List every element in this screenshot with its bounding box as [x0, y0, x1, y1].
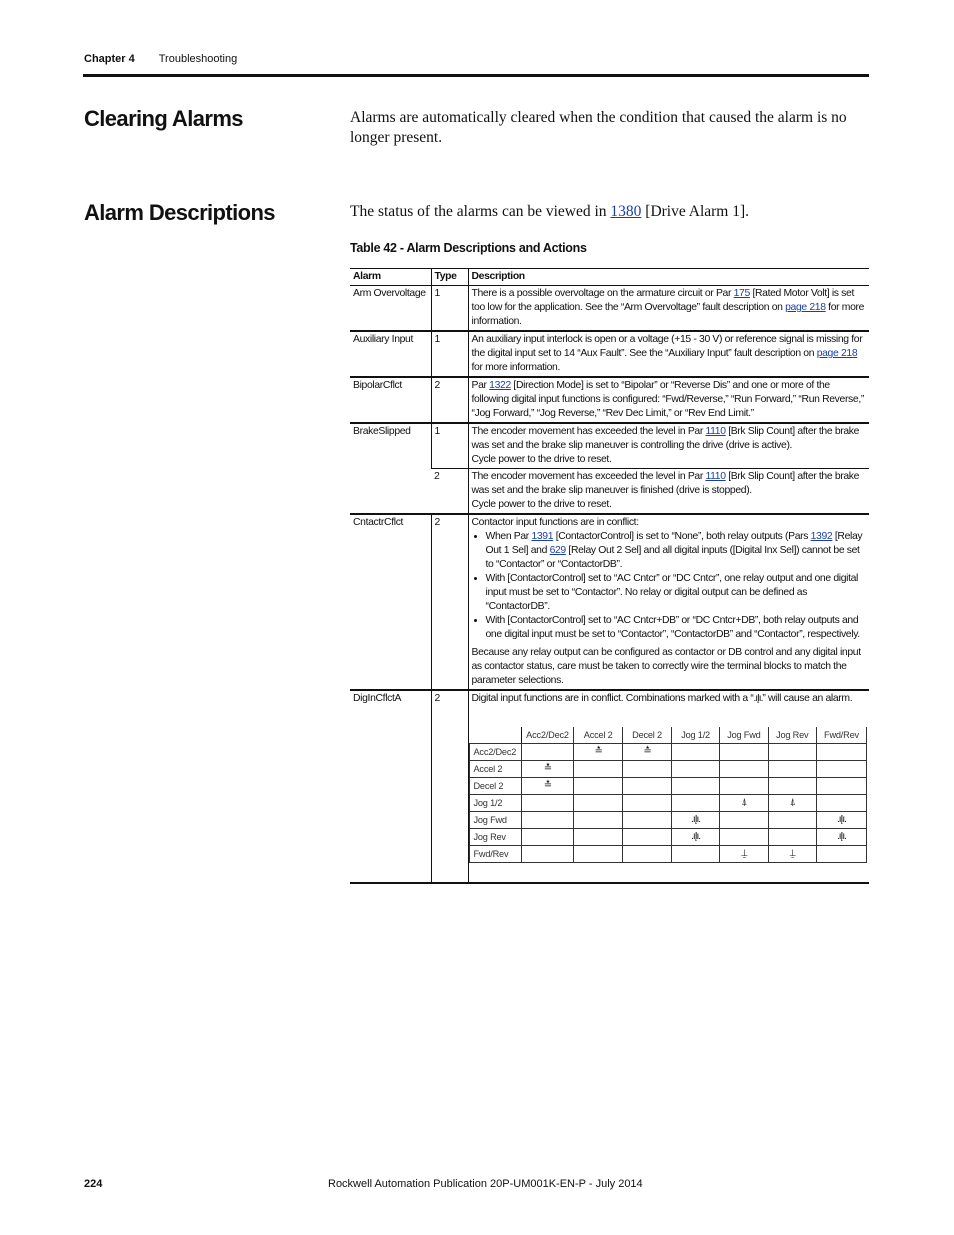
section-label: Troubleshooting [158, 53, 238, 65]
intro-text: The status of the alarms can be viewed in [350, 203, 611, 220]
desc-text: [Direction Mode] is set to “Bipolar” or “Reverse Dis” and one or more of the following digital input functions is configured: “Fwd/Reverse,” “Run Forward,” “Run Reverse,” “Jog Forward,” “Jog Reverse,” “Rev Dec Limit,” or “Rev End Limit.” [471, 380, 864, 419]
matrix-row-header: Jog 1/2 [469, 795, 521, 812]
matrix-row-header: Accel 2 [469, 761, 521, 778]
desc-text: for more information. [471, 302, 865, 327]
alarm-type: 1 [431, 286, 468, 332]
conflict-symbol-icon: .ıĮı. [753, 693, 763, 704]
matrix-cell [768, 778, 816, 795]
matrix-column-header: Acc2/Dec2 [521, 727, 574, 744]
desc-text: [Rated Motor Volt] is set too low for the application. See the “Arm Overvoltage” fault description on [471, 288, 854, 313]
matrix-cell [574, 778, 623, 795]
table-caption: Table 42 - Alarm Descriptions and Actions [350, 241, 587, 255]
table-header-row [350, 269, 869, 286]
alarm-descriptions-text [350, 202, 870, 222]
matrix-row [469, 778, 867, 795]
matrix-cell [816, 846, 866, 863]
clearing-alarms-text: Alarms are automatically cleared when the condition that caused the alarm is no longer present. [350, 109, 847, 146]
matrix-cell [623, 761, 672, 778]
matrix-cell [816, 744, 866, 761]
table-row [350, 690, 869, 883]
page-link[interactable]: page 218 [816, 348, 858, 359]
alarm-type: 2 [431, 469, 468, 515]
matrix-cell [720, 778, 768, 795]
matrix-row-header: Acc2/Dec2 [469, 744, 521, 761]
alarm-descriptions-heading: Alarm Descriptions [84, 200, 275, 225]
matrix-cell [521, 744, 574, 761]
conflict-matrix [469, 727, 868, 863]
matrix-cell [816, 778, 866, 795]
matrix-cell [768, 829, 816, 846]
matrix-cell [623, 812, 672, 829]
conflict-marker-icon: ⍋ [768, 795, 816, 812]
page-number: 224 [84, 1178, 103, 1190]
matrix-row-header: Decel 2 [469, 778, 521, 795]
matrix-cell [574, 761, 623, 778]
conflict-marker-icon: ⍊ [720, 846, 768, 863]
desc-text: Because any relay output can be configured as contactor or DB control and any digital input as contactor status, care must be taken to correctly wire the terminal blocks to match the parameter selections. [471, 647, 861, 686]
matrix-cell [623, 829, 672, 846]
matrix-column-header: Jog 1/2 [672, 727, 720, 744]
col-description: Description [468, 269, 869, 286]
matrix-row-header: Fwd/Rev [469, 846, 521, 863]
conflict-marker-icon: .ıĮı. [816, 829, 866, 846]
matrix-cell [574, 829, 623, 846]
matrix-cell [672, 795, 720, 812]
matrix-row [469, 829, 867, 846]
list-item: • With [ContactorControl] set to “AC Cntcr” or “DC Cntcr”, one relay output and one digital input must be set to “Contactor”. No relay or digital output can be defined as “ContactorDB”. [486, 572, 868, 614]
matrix-corner [469, 727, 521, 744]
matrix-cell [720, 744, 768, 761]
alarm-name: CntactrCflct [350, 514, 431, 690]
desc-text: [Brk Slip Count] after the brake was set and the brake slip maneuver is controlling the drive (drive is active). [471, 426, 860, 451]
alarm-name: BipolarCflct [350, 377, 431, 423]
table-row [350, 286, 869, 332]
alarm-type: 2 [431, 690, 468, 883]
desc-text: Cycle power to the drive to reset. [471, 454, 612, 465]
conflict-marker-icon: .ıĮı. [672, 829, 720, 846]
matrix-cell [623, 778, 672, 795]
param-link[interactable]: 1391 [531, 531, 554, 542]
alarm-type: 2 [431, 514, 468, 690]
matrix-cell [521, 846, 574, 863]
chapter-label: Chapter 4 [84, 53, 135, 65]
matrix-cell [672, 846, 720, 863]
matrix-cell [720, 761, 768, 778]
param-link[interactable]: 1392 [810, 531, 833, 542]
table-row [350, 331, 869, 377]
matrix-cell [623, 846, 672, 863]
drive-alarm-link[interactable]: 1380 [610, 203, 642, 220]
desc-text: When Par [485, 531, 532, 542]
alarm-description [468, 423, 869, 469]
matrix-column-header: Jog Fwd [720, 727, 768, 744]
alarm-type: 2 [431, 377, 468, 423]
conflict-list [472, 530, 868, 642]
alarm-description [468, 377, 869, 423]
matrix-row [469, 846, 867, 863]
matrix-cell [768, 744, 816, 761]
param-link[interactable]: 629 [549, 545, 566, 556]
alarm-description [468, 469, 869, 515]
desc-text: for more information. [471, 362, 561, 373]
param-link[interactable]: 175 [733, 288, 750, 299]
conflict-marker-icon: ≛ [623, 744, 672, 761]
matrix-row [469, 761, 867, 778]
matrix-cell [768, 761, 816, 778]
matrix-cell [574, 795, 623, 812]
alarm-table [350, 268, 869, 884]
matrix-cell [672, 778, 720, 795]
desc-text: Cycle power to the drive to reset. [471, 499, 612, 510]
conflict-marker-icon: ≛ [574, 744, 623, 761]
table-row [350, 377, 869, 423]
desc-text: An auxiliary input interlock is open or a voltage (+15 - 30 V) or reference signal is missing for the digital input set to 14 “Aux Fault”. See the “Auxiliary Input” fault description on [471, 334, 863, 359]
matrix-row [469, 744, 867, 761]
matrix-row-header: Jog Fwd [469, 812, 521, 829]
matrix-cell [521, 829, 574, 846]
table-row [350, 423, 869, 469]
conflict-marker-icon: ≛ [521, 761, 574, 778]
list-item [486, 530, 868, 572]
alarm-description [468, 286, 869, 332]
matrix-cell [521, 795, 574, 812]
alarm-description [468, 690, 869, 883]
alarm-name: BrakeSlipped [350, 423, 431, 514]
col-type: Type [431, 269, 468, 286]
alarm-description [468, 331, 869, 377]
matrix-cell [623, 795, 672, 812]
matrix-cell [816, 761, 866, 778]
matrix-column-header: Decel 2 [623, 727, 672, 744]
conflict-marker-icon: .ıĮı. [672, 812, 720, 829]
param-link[interactable]: 1110 [705, 426, 726, 437]
matrix-cell [574, 846, 623, 863]
alarm-type: 1 [431, 423, 468, 469]
desc-text: [Brk Slip Count] after the brake was set and the brake slip maneuver is finished (drive is stopped). [471, 471, 860, 496]
matrix-cell [768, 812, 816, 829]
conflict-marker-icon: ≛ [521, 778, 574, 795]
matrix-column-header: Fwd/Rev [816, 727, 866, 744]
desc-text: Par [471, 380, 490, 391]
alarm-name: Auxiliary Input [350, 331, 431, 377]
matrix-row [469, 795, 867, 812]
list-item: • With [ContactorControl] set to “AC Cntcr+DB” or “DC Cntcr+DB”, both relay outputs and one digital input must be set to “Contactor”, “ContactorDB” and “Contactor”, respectively. [486, 614, 868, 642]
clearing-alarms-heading: Clearing Alarms [84, 106, 243, 131]
matrix-row [469, 812, 867, 829]
desc-text: The encoder movement has exceeded the level in Par [471, 426, 706, 437]
desc-text: Digital input functions are in conflict. Combinations marked with a “ [471, 693, 754, 704]
publication-info: Rockwell Automation Publication 20P-UM001K-EN-P - July 2014 [328, 1178, 643, 1190]
matrix-cell [720, 829, 768, 846]
alarm-name: Arm Overvoltage [353, 288, 426, 299]
desc-text: The encoder movement has exceeded the level in Par [471, 471, 706, 482]
matrix-row-header: Jog Rev [469, 829, 521, 846]
matrix-cell [521, 812, 574, 829]
conflict-marker-icon: .ıĮı. [816, 812, 866, 829]
matrix-cell [672, 744, 720, 761]
matrix-column-header: Accel 2 [574, 727, 623, 744]
desc-text: There is a possible overvoltage on the armature circuit or Par [471, 288, 734, 299]
desc-text: ” will cause an alarm. [762, 693, 853, 704]
header-rule [83, 74, 869, 77]
page-link[interactable]: page 218 [785, 302, 826, 313]
matrix-cell [574, 812, 623, 829]
conflict-marker-icon: ⍋ [720, 795, 768, 812]
matrix-header-row [469, 727, 867, 744]
matrix-cell [672, 761, 720, 778]
col-alarm: Alarm [350, 269, 431, 286]
matrix-column-header: Jog Rev [768, 727, 816, 744]
running-header [84, 53, 237, 65]
table-row [350, 514, 869, 690]
alarm-type: 1 [431, 331, 468, 377]
alarm-description [468, 514, 869, 690]
intro-text-end: [Drive Alarm 1]. [641, 203, 750, 220]
param-link[interactable]: 1110 [705, 471, 726, 482]
alarm-name: DigInCflctA [350, 690, 431, 883]
desc-text: [Relay Out 2 Sel] and all digital inputs ([Digital Inx Sel]) cannot be set to “Contactor” or “ContactorDB”. [485, 545, 860, 570]
desc-text: [ContactorControl] is set to “None”, both relay outputs (Pars [553, 531, 811, 542]
desc-text: [Relay Out 1 Sel] and [485, 531, 863, 556]
param-link[interactable]: 1322 [489, 380, 511, 391]
matrix-cell [816, 795, 866, 812]
conflict-marker-icon: ⍊ [768, 846, 816, 863]
desc-text: Contactor input functions are in conflict: [471, 517, 639, 528]
matrix-cell [720, 812, 768, 829]
